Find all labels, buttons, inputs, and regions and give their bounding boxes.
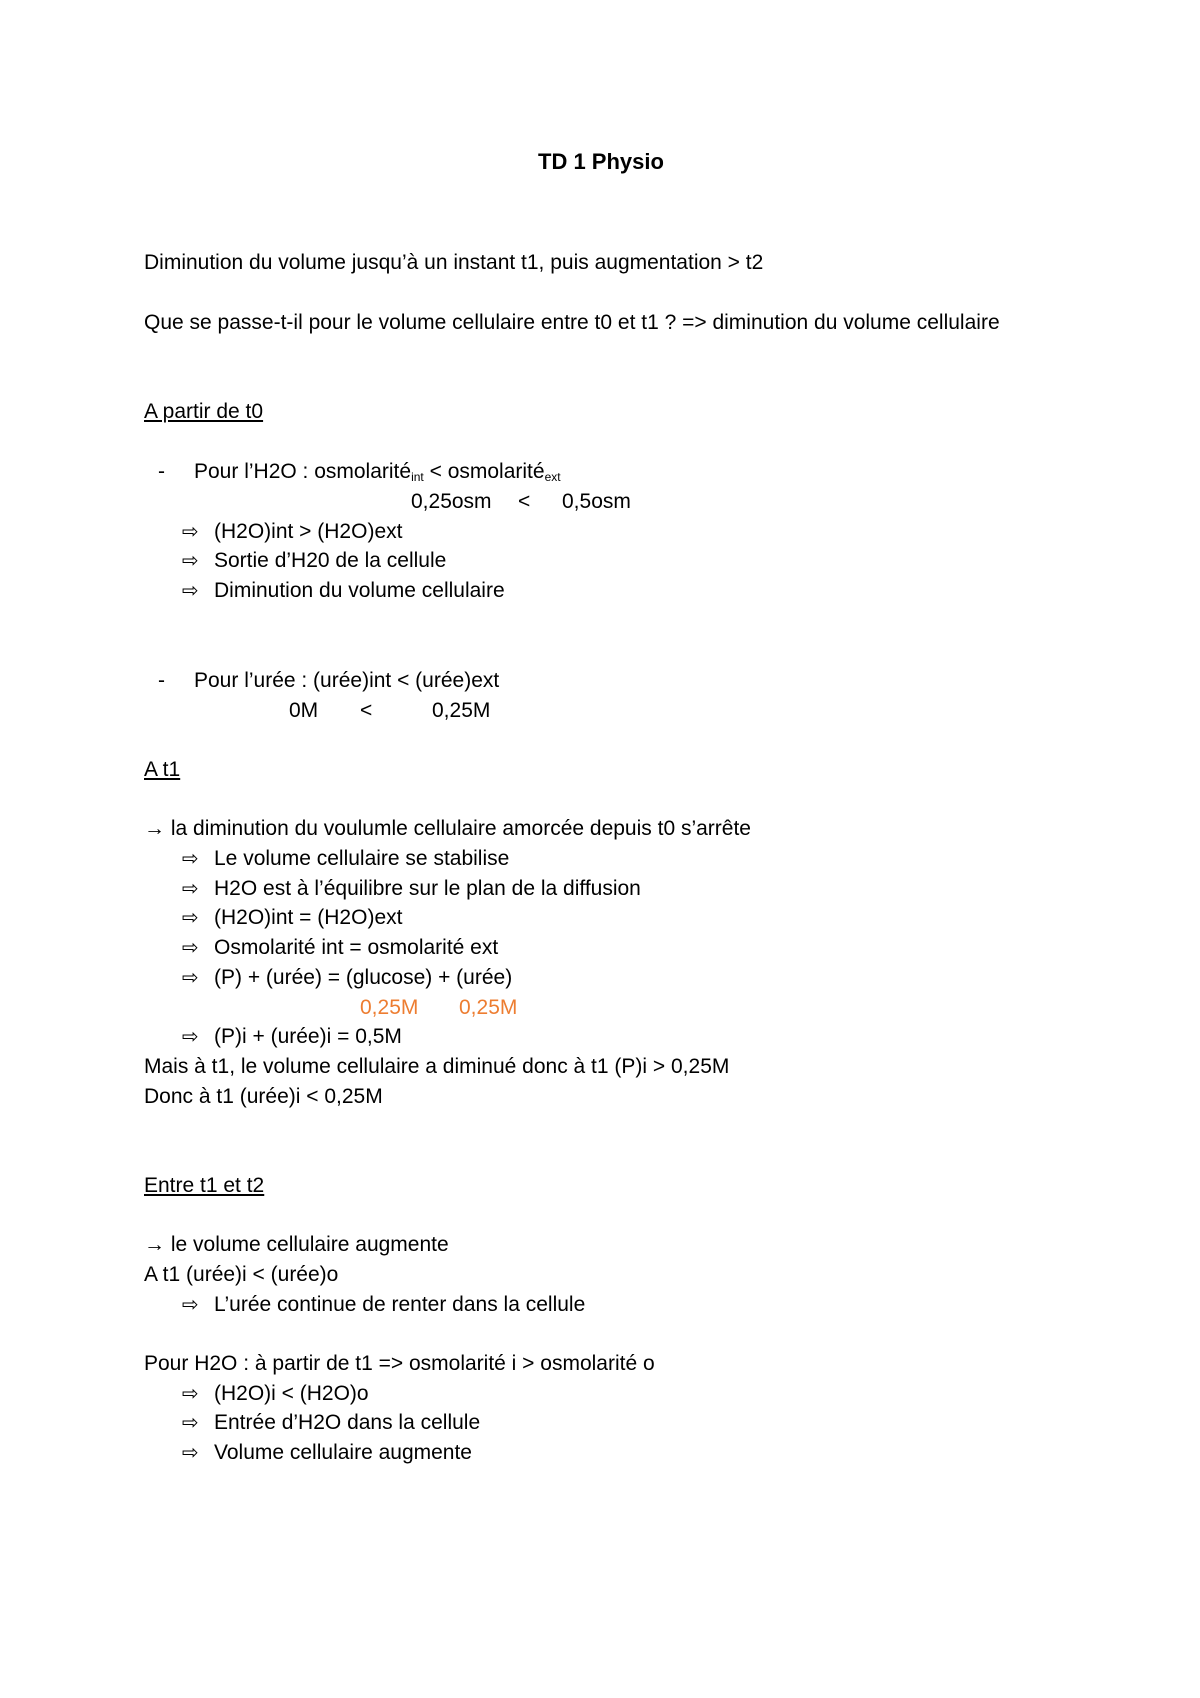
arrow-right-icon: ⇨ <box>182 907 199 929</box>
list-item-text: (H2O)int > (H2O)ext <box>214 520 403 543</box>
list-item <box>182 520 402 544</box>
h2o-label: Pour l’H2O : osmolarité <box>194 460 412 483</box>
arrow-right-icon: ⇨ <box>182 1442 199 1464</box>
list-item-text: Sortie d’H20 de la cellule <box>214 549 447 572</box>
list-item-text: (P)i + (urée)i = 0,5M <box>214 1025 402 1048</box>
h2o-osmolarity-line <box>158 460 561 489</box>
arrow-right-icon: ⇨ <box>182 967 199 989</box>
line-donc: Donc à t1 (urée)i < 0,25M <box>144 1085 383 1108</box>
arrow-right-icon: ⇨ <box>182 580 199 602</box>
list-item-text: (P) + (urée) = (glucose) + (urée) <box>214 966 513 989</box>
list-item-text: Volume cellulaire augmente <box>214 1441 472 1464</box>
list-item-text: H2O est à l’équilibre sur le plan de la diffusion <box>214 877 641 900</box>
h2o-value-left: 0,25osm <box>411 490 492 513</box>
arrow-right-icon: ⇨ <box>182 848 199 870</box>
list-item-text: (H2O)int = (H2O)ext <box>214 906 403 929</box>
heading-a-partir-de-t0: A partir de t0 <box>144 400 264 423</box>
dash-bullet: - <box>158 669 165 692</box>
list-item-text: L’urée continue de renter dans la cellule <box>214 1293 586 1316</box>
list-item-text: Diminution du volume cellulaire <box>214 579 505 602</box>
list-item <box>182 847 509 871</box>
t1-lead-text: la diminution du voulumle cellulaire amorcée depuis t0 s’arrête <box>170 817 751 840</box>
heading-entre-t1-et-t2: Entre t1 et t2 <box>144 1174 265 1197</box>
list-item <box>182 877 641 901</box>
intro-line-1: Diminution du volume jusqu’à un instant t1, puis augmentation > t2 <box>144 251 764 274</box>
dash-bullet: - <box>158 460 165 483</box>
line-pour-h2o: Pour H2O : à partir de t1 => osmolarité i > osmolarité o <box>144 1352 655 1375</box>
uree-value-left: 0M <box>289 699 319 722</box>
arrow-right-icon: ⇨ <box>182 937 199 959</box>
h2o-value-right: 0,5osm <box>562 490 631 513</box>
list-item <box>182 966 512 990</box>
arrow-right-icon: ⇨ <box>182 1294 199 1316</box>
t1t2-lead-line <box>144 1233 449 1257</box>
t1t2-lead-text: le volume cellulaire augmente <box>170 1233 449 1256</box>
list-item <box>182 1025 402 1049</box>
orange-value-uree: 0,25M <box>459 996 518 1019</box>
arrow-right-icon: ⇨ <box>182 1383 199 1405</box>
arrow-right-icon: ⇨ <box>182 878 199 900</box>
intro-line-2: Que se passe-t-il pour le volume cellulaire entre t0 et t1 ? => diminution du volume cellulaire <box>144 311 1000 334</box>
list-item <box>182 1441 472 1465</box>
list-item <box>182 1411 480 1435</box>
list-item-text: Entrée d’H2O dans la cellule <box>214 1411 481 1434</box>
line-a-t1: A t1 (urée)i < (urée)o <box>144 1263 339 1286</box>
uree-label: Pour l’urée : (urée)int < (urée)ext <box>194 669 500 692</box>
list-item-text: Le volume cellulaire se stabilise <box>214 847 510 870</box>
line-mais: Mais à t1, le volume cellulaire a diminué donc à t1 (P)i > 0,25M <box>144 1055 730 1078</box>
arrow-right-icon: ⇨ <box>182 1412 199 1434</box>
arrow-right-icon: ⇨ <box>182 521 199 543</box>
list-item <box>182 906 402 930</box>
list-item <box>182 579 505 603</box>
page-title: TD 1 Physio <box>538 149 664 174</box>
list-item <box>182 549 446 573</box>
uree-value-op: < <box>360 699 373 722</box>
list-item <box>182 1382 369 1406</box>
arrow-icon: → <box>144 1233 165 1256</box>
list-item-text: (H2O)i < (H2O)o <box>214 1382 369 1405</box>
orange-value-glucose: 0,25M <box>360 996 419 1019</box>
uree-value-right: 0,25M <box>432 699 491 722</box>
list-item-text: Osmolarité int = osmolarité ext <box>214 936 499 959</box>
list-item <box>182 936 498 960</box>
t1-lead-line <box>144 817 751 841</box>
h2o-middle: < osmolarité <box>423 460 545 483</box>
h2o-value-op: < <box>518 490 531 513</box>
sub-int: int <box>411 470 424 484</box>
heading-a-t1: A t1 <box>144 758 181 781</box>
arrow-right-icon: ⇨ <box>182 550 199 572</box>
sub-ext: ext <box>544 470 561 484</box>
uree-line <box>158 669 499 693</box>
arrow-icon: → <box>144 817 165 840</box>
list-item <box>182 1293 585 1317</box>
arrow-right-icon: ⇨ <box>182 1026 199 1048</box>
